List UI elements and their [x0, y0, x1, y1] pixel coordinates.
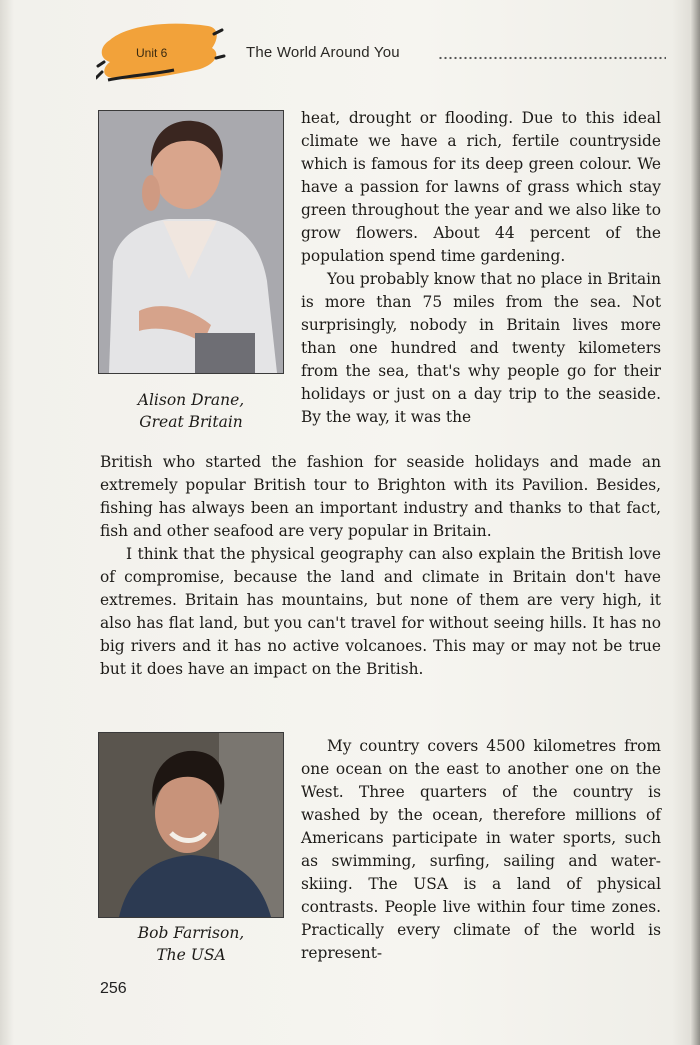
caption-name: Bob Farrison,	[137, 924, 245, 942]
text-full-width	[100, 451, 661, 681]
text-column-upper	[301, 107, 661, 429]
caption-country: The USA	[156, 946, 226, 964]
portrait-photo-alison	[98, 110, 284, 374]
caption-alison	[98, 389, 284, 433]
header-title: The World Around You	[246, 44, 400, 61]
portrait-illustration	[99, 733, 283, 917]
portrait-illustration	[99, 111, 283, 373]
paragraph: I think that the physical geography can also explain the British love of compromise, because the land and climate in Britain don't have extremes. Britain has mountains, but none of them are very high, it also has flat land, but you can't travel for without seeing hills. It has no big rivers and it has no active volcanoes. This may or may not be true but it does have an impact on the British.	[100, 545, 661, 678]
caption-name: Alison Drane,	[137, 391, 245, 409]
portrait-photo-bob	[98, 732, 284, 918]
caption-country: Great Britain	[139, 413, 243, 431]
paragraph: You probably know that no place in Britain is more than 75 miles from the sea. Not surprisingly, nobody in Britain lives more than one hundred and twenty kilometers from the sea, that's why people go for their holidays or just on a day trip to the seaside. By the way, it was the	[301, 270, 661, 426]
page-header	[96, 18, 686, 88]
dotted-leader	[438, 56, 666, 60]
unit-label: Unit 6	[136, 46, 168, 60]
text-column-lower	[301, 735, 661, 965]
page-edge	[690, 0, 700, 1045]
page-number: 256	[100, 980, 127, 997]
paragraph: British who started the fashion for seaside holidays and made an extremely popular British tour to Brighton with its Pavilion. Besides, fishing has always been an important industry and thanks to that fact, fish and other seafood are very popular in Britain.	[100, 453, 661, 540]
paragraph: My country covers 4500 kilometres from one ocean on the east to another one on the West. Three quarters of the country is washed by the ocean, therefore millions of Americans participate in water sports, such as swimming, surfing, sailing and water-skiing. The USA is a land of physical contrasts. People live within four time zones. Practically every climate of the world is represent-	[301, 737, 661, 962]
paragraph: heat, drought or flooding. Due to this ideal climate we have a rich, fertile countryside which is famous for its deep green colour. We have a passion for lawns of grass which stay green throughout the year and we also like to grow flowers. About 44 percent of the population spend time gardening.	[301, 109, 661, 265]
caption-bob	[98, 922, 284, 966]
